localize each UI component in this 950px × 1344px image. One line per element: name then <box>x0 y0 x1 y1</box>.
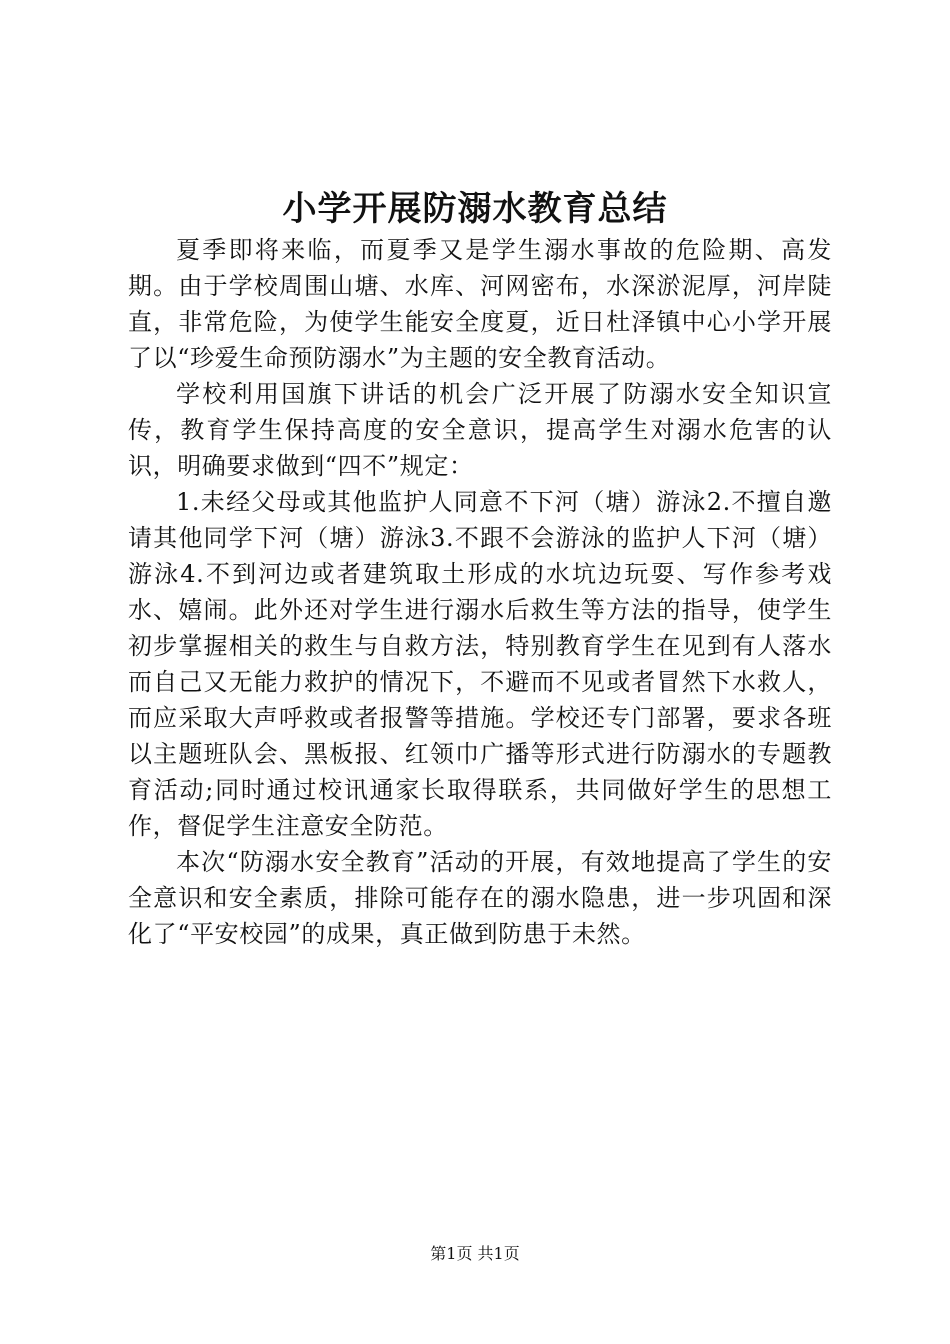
paragraph-intro: 夏季即将来临，而夏季又是学生溺水事故的危险期、高发期。由于学校周围山塘、水库、河网密布，水深淤泥厚，河岸陡直，非常危险，为使学生能安全度夏，近日杜泽镇中心小学开展了以“珍爱生命预防溺水”为主题的安全教育活动。 <box>128 236 832 372</box>
paragraph-four-rules: 1.未经父母或其他监护人同意不下河（塘）游泳2.不擅自邀请其他同学下河（塘）游泳3.不跟不会游泳的监护人下河（塘）游泳4.不到河边或者建筑取土形成的水坑边玩耍、写作参考戏水、嬉闹。此外还对学生进行溺水后救生等方法的指导，使学生初步掌握相关的救生与自救方法，特别教育学生在见到有人落水而自己又无能力救护的情况下，不避而不见或者冒然下水救人，而应采取大声呼救或者报警等措施。学校还专门部署，要求各班以主题班队会、黑板报、红领巾广播等形式进行防溺水的专题教育活动;同时通过校讯通家长取得联系，共同做好学生的思想工作，督促学生注意安全防范。 <box>128 488 832 840</box>
page-number-footer: 第1页 共1页 <box>430 1244 520 1263</box>
document-title: 小学开展防溺水教育总结 <box>282 189 668 229</box>
paragraph-publicity: 学校利用国旗下讲话的机会广泛开展了防溺水安全知识宣传，教育学生保持高度的安全意识，提高学生对溺水危害的认识，明确要求做到“四不”规定： <box>128 380 832 480</box>
document-body <box>128 232 832 952</box>
paragraph-conclusion: 本次“防溺水安全教育”活动的开展，有效地提高了学生的安全意识和安全素质，排除可能存在的溺水隐患，进一步巩固和深化了“平安校园”的成果，真正做到防患于未然。 <box>128 848 832 948</box>
